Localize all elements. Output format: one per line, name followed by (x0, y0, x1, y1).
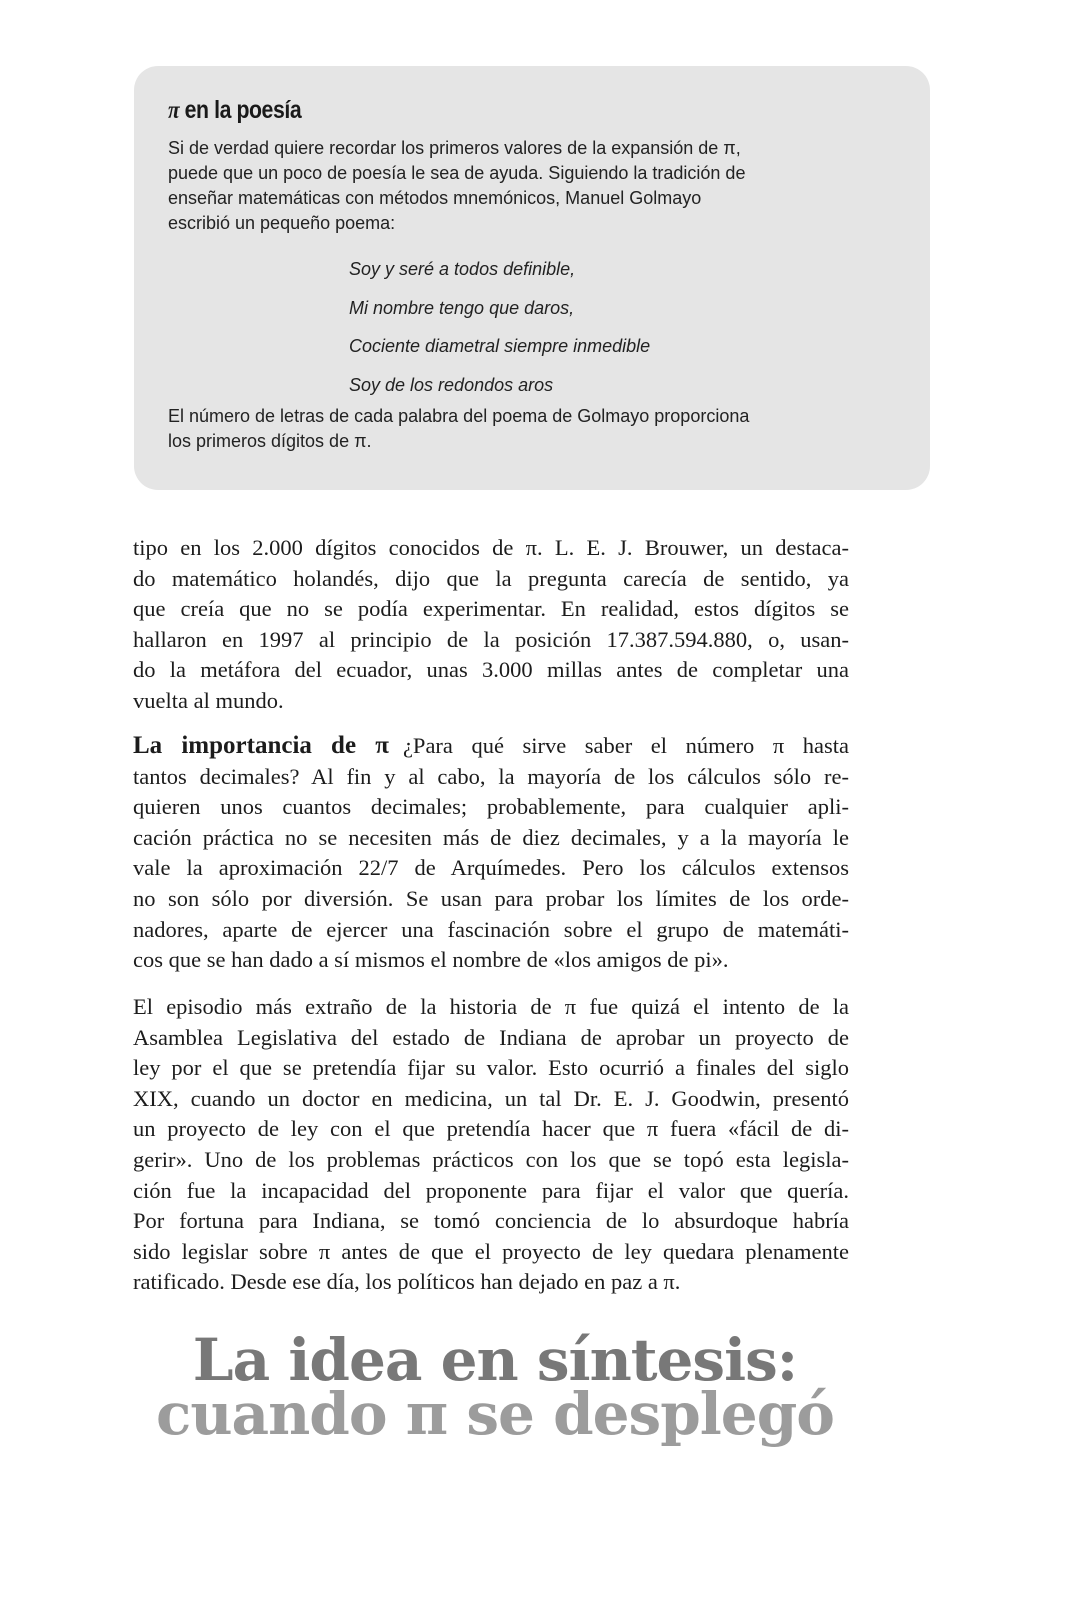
paragraph-1 (133, 533, 849, 717)
paragraph-2-rest (133, 762, 849, 976)
text-line: ley por el que se pretendía fijar su valor. Esto ocurrió a finales del siglo (133, 1055, 849, 1081)
text-line: Mi nombre tengo que daros, (349, 297, 575, 318)
paragraph-3 (133, 992, 849, 1298)
text-line: enseñar matemáticas con métodos mnemónicos, Manuel Golmayo (168, 188, 702, 208)
text-line: puede que un poco de poesía le sea de ayuda. Siguiendo la tradición de (168, 163, 746, 183)
text-line: do matemático holandés, dijo que la pregunta carecía de sentido, ya (133, 565, 849, 591)
text-line: quieren unos cuantos decimales; probablemente, para cualquier apli- (133, 794, 849, 820)
text-line: vuelta al mundo. (133, 687, 284, 713)
text-line: ción fue la incapacidad del proponente para fijar el valor que quería. (133, 1177, 849, 1203)
synthesis-title-line-2: cuando π se desplegó (156, 1380, 834, 1448)
text-line: gerir». Uno de los problemas prácticos con los que se topó esta legisla- (133, 1146, 849, 1172)
text-line: Asamblea Legislativa del estado de Indiana de aprobar un proyecto de (133, 1024, 849, 1050)
text-line: do la metáfora del ecuador, unas 3.000 millas antes de completar una (133, 657, 849, 683)
text-line: no son sólo por diversión. Se usan para probar los límites de los orde- (133, 885, 849, 911)
synthesis-title-line-1: La idea en síntesis: (192, 1326, 798, 1394)
line-text: ¿Para qué sirve saber el número π hasta (402, 733, 849, 758)
text-line: tipo en los 2.000 dígitos conocidos de π. L. E. J. Brouwer, un destaca- (133, 535, 849, 560)
pi-symbol: π (168, 97, 180, 124)
text-line: XIX, cuando un doctor en medicina, un tal Dr. E. J. Goodwin, presentó (133, 1085, 849, 1111)
text-line: Por fortuna para Indiana, se tomó conciencia de lo absurdoque habría (133, 1208, 849, 1234)
sidebar-intro (168, 136, 868, 236)
text-line: hallaron en 1997 al principio de la posición 17.387.594.880, o, usan- (133, 626, 849, 652)
text-line: nadores, aparte de ejercer una fascinación sobre el grupo de matemáti- (133, 916, 849, 942)
text-line: El número de letras de cada palabra del poema de Golmayo proporciona (168, 406, 750, 426)
text-line: sido legislar sobre π antes de que el proyecto de ley quedara plenamente (133, 1238, 849, 1264)
text-line: un proyecto de ley con el que pretendía hacer que π fuera «fácil de di- (133, 1116, 849, 1142)
sidebar-title (168, 96, 301, 125)
paragraph-2 (133, 731, 849, 976)
text-line: Cociente diametral siempre inmedible (349, 336, 651, 356)
text-line: Soy y seré a todos definible, (349, 259, 576, 279)
text-line: tantos decimales? Al fin y al cabo, la mayoría de los cálculos sólo re- (133, 763, 849, 789)
text-line: El episodio más extraño de la historia de π fue quizá el intento de la (133, 994, 849, 1019)
sidebar-title-text: en la poesía (179, 96, 302, 124)
poem (349, 250, 650, 404)
text-line: ratificado. Desde ese día, los políticos han dejado en paz a π. (133, 1269, 681, 1295)
text-line: Si de verdad quiere recordar los primeros valores de la expansión de π, (168, 138, 741, 158)
text-line: los primeros dígitos de π. (168, 431, 372, 451)
pi-poetry-sidebar-box (134, 66, 930, 490)
text-line: que creía que no se podía experimentar. En realidad, estos dígitos se (133, 596, 849, 622)
paragraph-line (133, 731, 849, 762)
text-line: vale la aproximación 22/7 de Arquímedes. Pero los cálculos extensos (133, 855, 849, 881)
text-line: escribió un pequeño poema: (168, 213, 396, 233)
text-line: cos que se han dado a sí mismos el nombre de «los amigos de pi». (133, 947, 729, 973)
text-line: Soy de los redondos aros (349, 374, 554, 395)
section-heading: La importancia de π (133, 732, 389, 759)
sidebar-outro (168, 404, 888, 454)
text-line: cación práctica no se necesiten más de diez decimales, y a la mayoría le (133, 824, 849, 850)
